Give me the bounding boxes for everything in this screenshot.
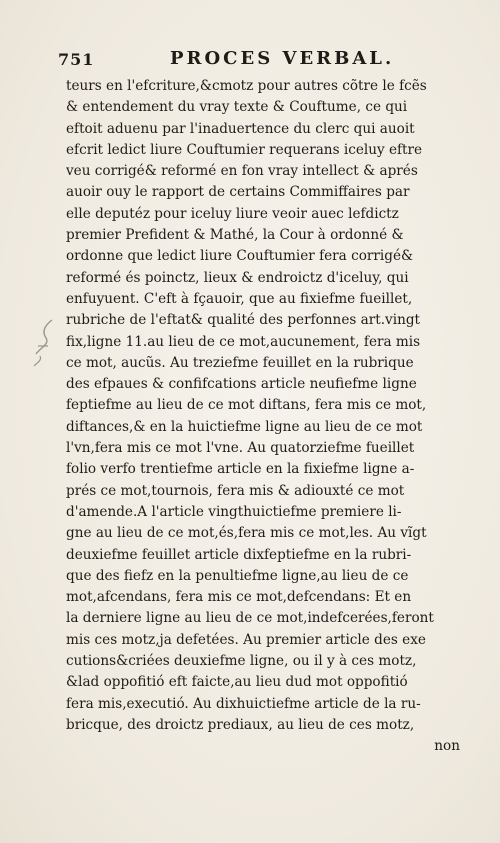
text-line: prés ce mot,tournois, fera mis & adiouxté ce mot (66, 482, 405, 499)
text-line: fera mis,executió. Au dixhuictiefme article de la ru- (66, 695, 421, 712)
text-line: rubriche de l'eftat& qualité des perfonnes art.vingt (66, 312, 420, 329)
text-line: & entendement du vray texte & Couftume, ce qui (66, 99, 408, 116)
text-line: bricque, des droictz prediaux, au lieu de ces motz, (66, 716, 415, 733)
text-line: cutions&criées deuxiefme ligne, ou il y à ces motz, (66, 653, 417, 670)
text-line: enfuyuent. C'eft à fçauoir, que au fixiefme fueillet, (66, 290, 413, 307)
text-line: premier Prefident & Mathé, la Cour à ordonné & (66, 227, 404, 244)
text-line: gne au lieu de ce mot,és,fera mis ce mot,les. Au vĩgt (66, 525, 427, 542)
text-line: des efpaues & confifcations article neufiefme ligne (66, 376, 417, 393)
text-line: d'amende.A l'article vingthuictiefme premiere li- (66, 503, 402, 520)
page-header (58, 48, 458, 74)
catchword: non (434, 738, 460, 755)
text-line: efcrit ledict liure Couftumier requerans iceluy eftre (66, 141, 423, 158)
text-line: feptiefme au lieu de ce mot diftans, fera mis ce mot, (66, 397, 427, 414)
text-line: veu corrigé& reformé en fon vray intellect & aprés (66, 163, 418, 180)
text-line: &lad oppofitió eft faicte,au lieu dud mot oppofitió (66, 674, 408, 691)
page-number: 751 (58, 50, 95, 69)
text-line: auoir ouy le rapport de certains Commiffaires par (66, 184, 410, 201)
body-text (66, 76, 464, 758)
text-line: mot,afcendans, fera mis ce mot,defcendans: Et en (66, 589, 412, 606)
text-line: folio verfo trentiefme article en la fixiefme ligne a- (66, 461, 415, 478)
running-head: PROCES VERBAL. (170, 48, 395, 69)
text-line: la derniere ligne au lieu de ce mot,indefcerées,feront (66, 610, 434, 627)
text-line: eftoit aduenu par l'inaduertence du clerc qui auoit (66, 120, 415, 137)
margin-mark-icon (30, 316, 64, 376)
text-line: teurs en l'efcriture,&cmotz pour autres cõtre le fcẽs (66, 78, 427, 94)
text-line: l'vn,fera mis ce mot l'vne. Au quatorziefme fueillet (66, 440, 415, 457)
text-line: fix,ligne 11.au lieu de ce mot,aucunement, fera mis (66, 333, 421, 350)
text-line: elle deputéz pour iceluy liure veoir auec lefdictz (66, 205, 399, 222)
text-line: ce mot, aucũs. Au treziefme feuillet en la rubrique (66, 354, 414, 371)
text-line: que des fiefz en la penultiefme ligne,au lieu de ce (66, 567, 409, 584)
text-line: mis ces motz,ja defetées. Au premier article des exe (66, 631, 426, 648)
text-line: ordonne que ledict liure Couftumier fera corrigé& (66, 248, 414, 265)
text-line: reformé és poinctz, lieux & endroictz d'iceluy, qui (66, 269, 409, 286)
text-line: diftances,& en la huictiefme ligne au lieu de ce mot (66, 418, 423, 435)
text-line: deuxiefme feuillet article dixfeptiefme en la rubri- (66, 546, 412, 563)
